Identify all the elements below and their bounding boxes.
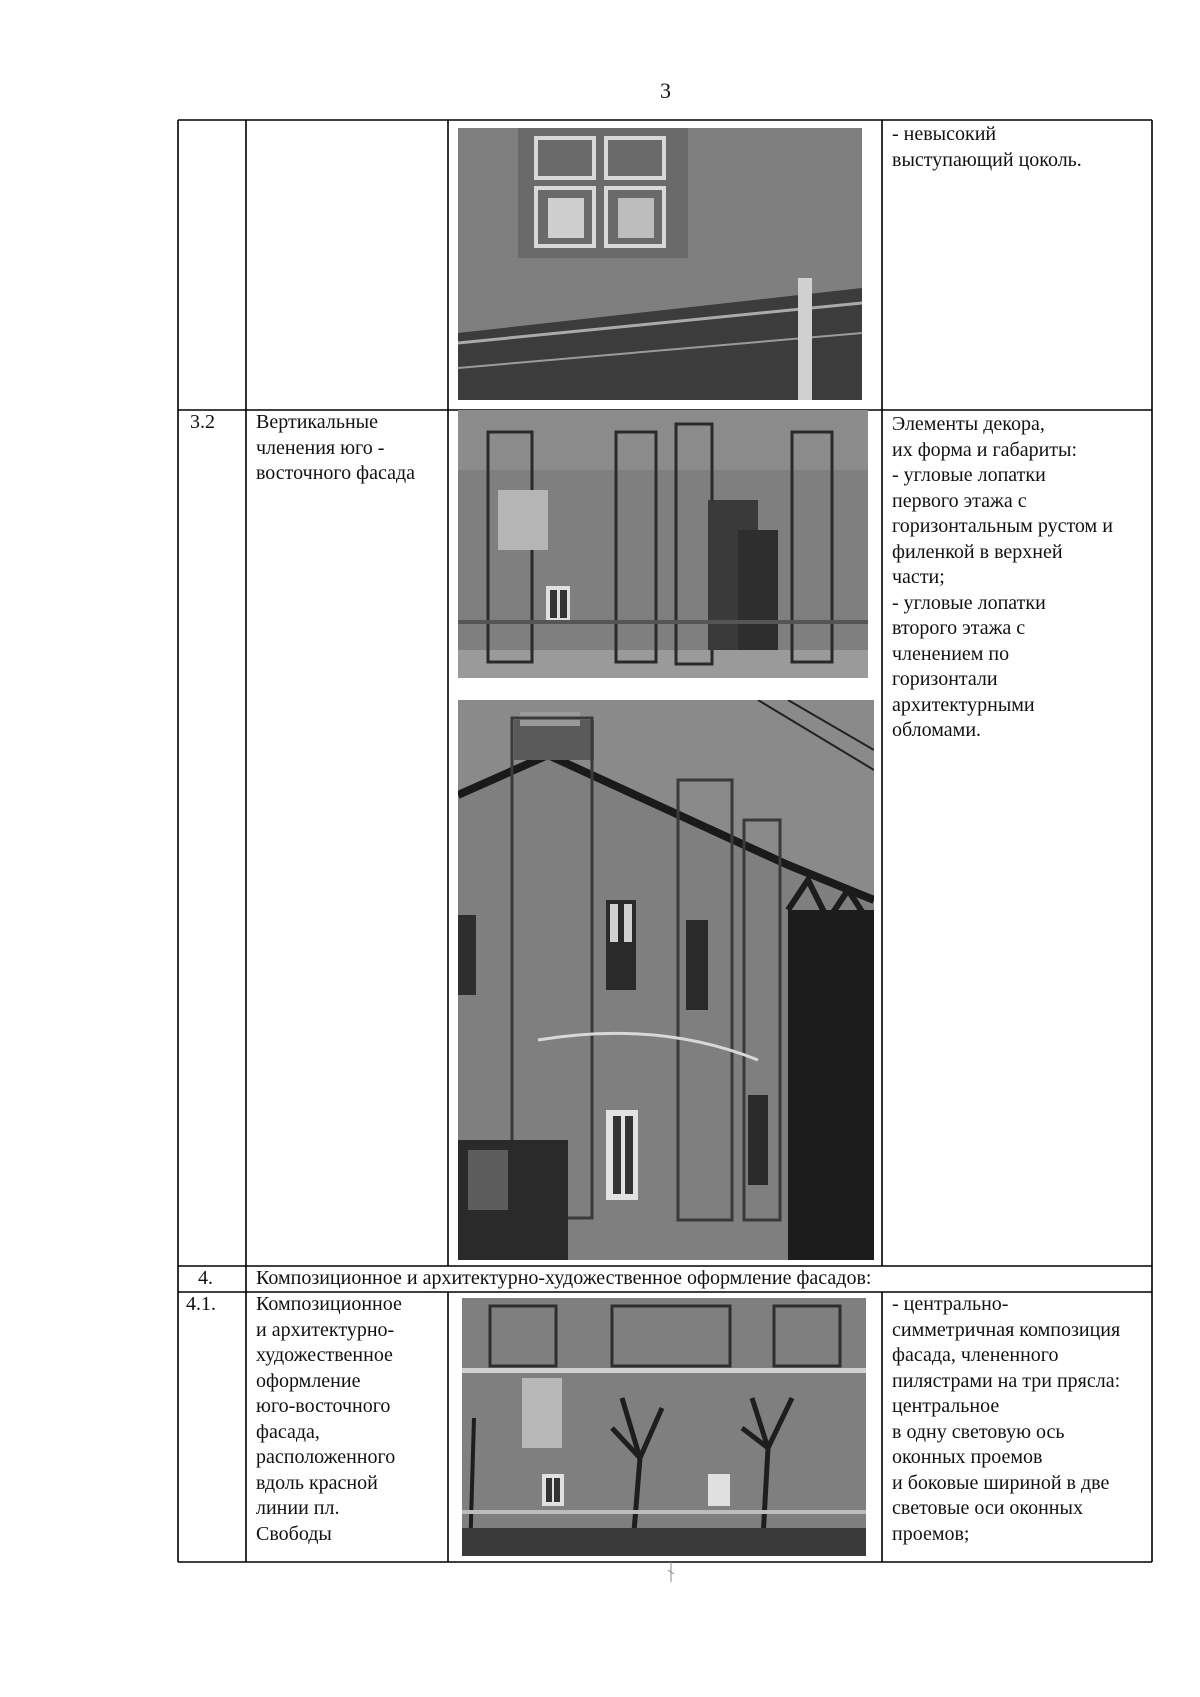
row-3-2-number: 3.2 bbox=[190, 411, 215, 433]
photo-facade-front bbox=[458, 410, 868, 678]
photo-facade-trees bbox=[462, 1298, 866, 1556]
photo-facade-corner bbox=[458, 700, 874, 1260]
row-4-title: Композиционное и архитектурно-художественное оформление фасадов: bbox=[256, 1267, 872, 1289]
row-3-2-title: Вертикальные членения юго - восточного фасада bbox=[256, 411, 415, 484]
photo-plinth-detail bbox=[458, 128, 862, 400]
row-4-1-number: 4.1. bbox=[186, 1293, 216, 1315]
row-4-1-description: - центрально- симметричная композиция фасада, члененного пилястрами на три прясла: центральное в одну световую ось оконных проемов и боковые шириной в две световые оси оконных проемов; bbox=[892, 1293, 1121, 1545]
row-3-2-description: Элементы декора, их форма и габариты: - угловые лопатки первого этажа с горизонтальным рустом и филенкой в верхней части; - угловые лопатки второго этажа с членением по горизонтали архитектурными обломами. bbox=[892, 413, 1113, 741]
scan-mark bbox=[666, 1560, 676, 1584]
row-4-1-title: Композиционное и архитектурно- художественное оформление юго-восточного фасада, расположенного вдоль красной линии пл. Свободы bbox=[256, 1293, 402, 1545]
row-4-number: 4. bbox=[198, 1267, 213, 1289]
row-1-description: - невысокий выступающий цоколь. bbox=[892, 123, 1082, 171]
